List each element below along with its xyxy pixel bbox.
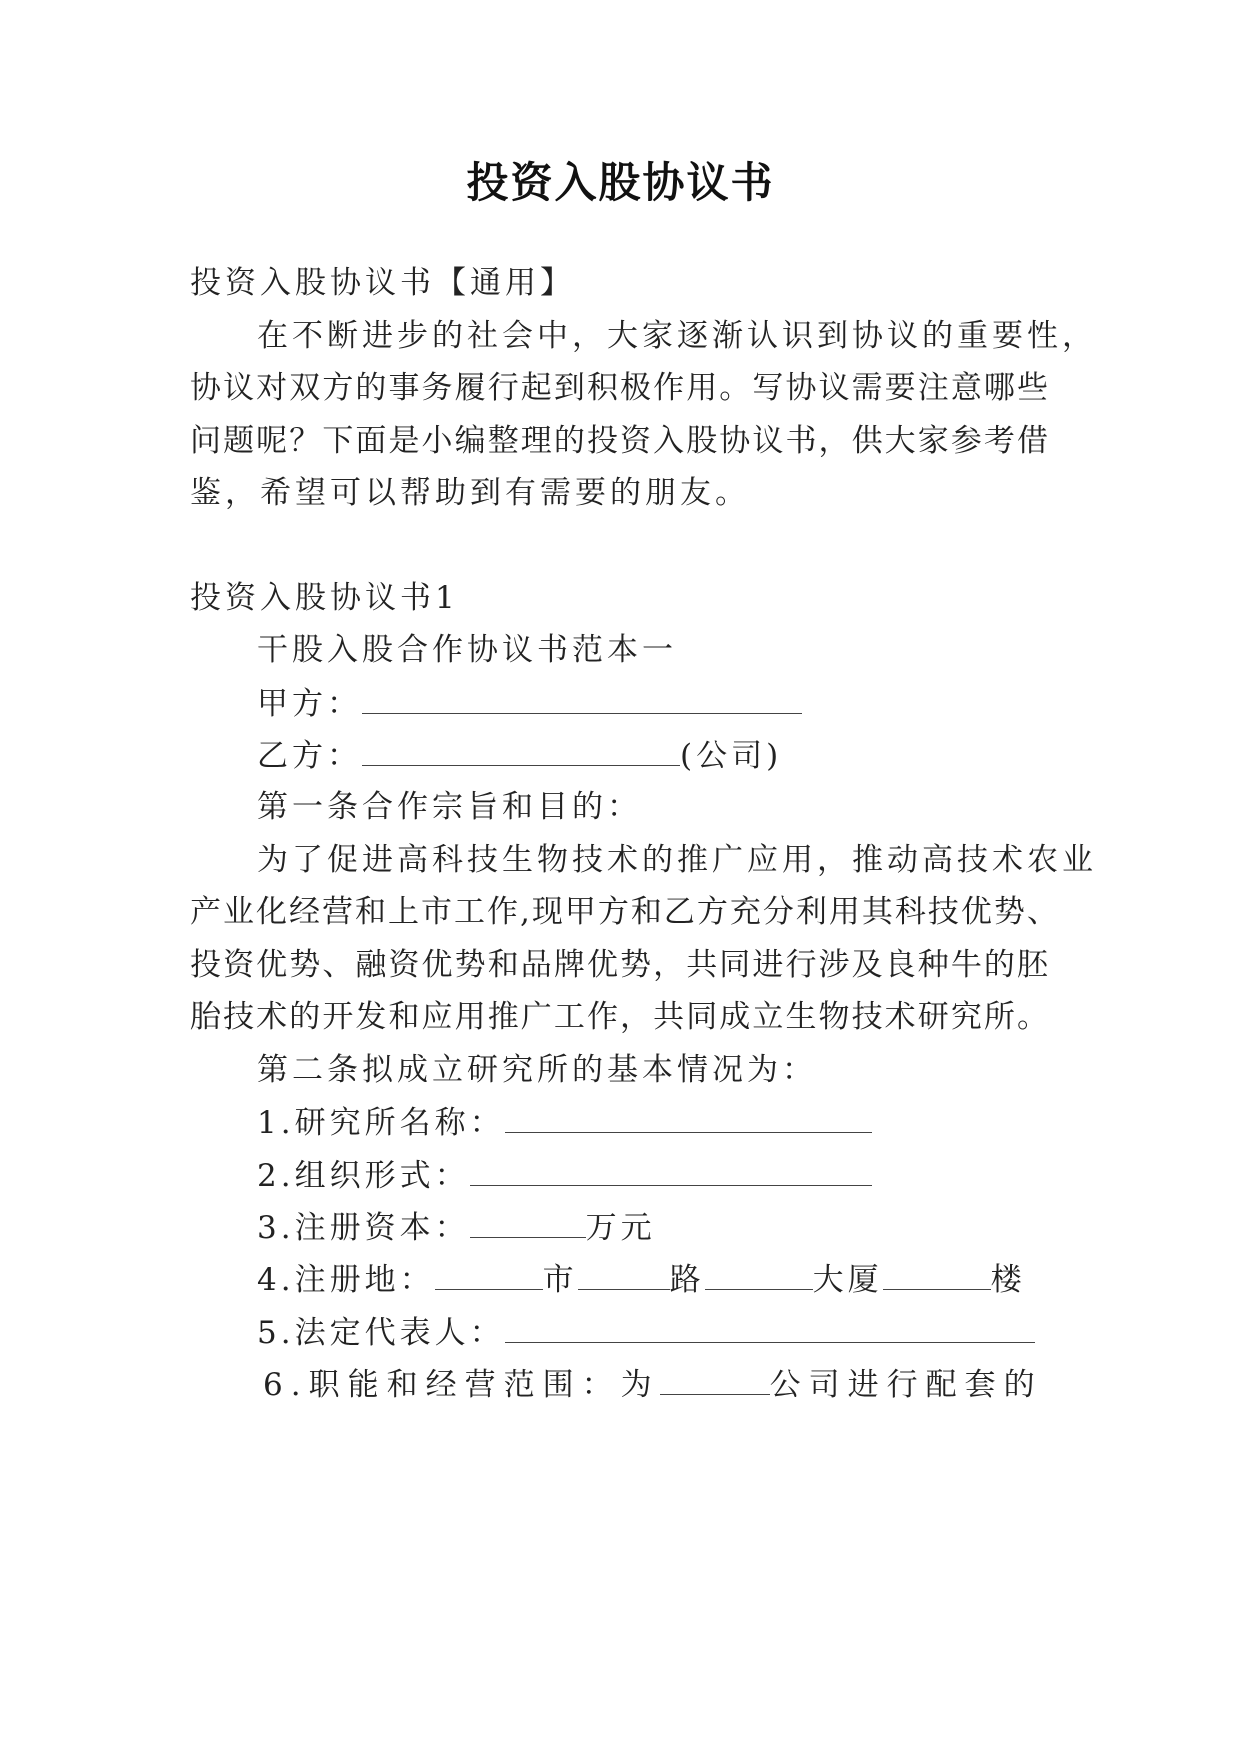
template-title: 干股入股合作协议书范本一 xyxy=(257,632,677,668)
party-a-row xyxy=(257,683,802,724)
item-1-label: 1.研究所名称： xyxy=(257,1105,505,1141)
item-4-building-blank xyxy=(705,1259,813,1290)
item-3-label: 3.注册资本： xyxy=(257,1210,470,1246)
item-6-label: 6.职能和经营范围：为 xyxy=(263,1367,660,1403)
article-1-line-3: 投资优势、融资优势和品牌优势，共同进行涉及良种牛的胚 xyxy=(190,947,1050,983)
item-2-row xyxy=(257,1155,872,1196)
article-1-line-4: 胎技术的开发和应用推广工作，共同成立生物技术研究所。 xyxy=(190,999,1050,1035)
item-2-label: 2.组织形式： xyxy=(257,1158,470,1194)
item-4-road-blank xyxy=(578,1259,670,1290)
item-4-label: 4.注册地： xyxy=(257,1262,435,1298)
item-4-city: 市 xyxy=(542,1262,578,1298)
document-title: 投资入股协议书 xyxy=(466,158,775,207)
item-4-floor: 楼 xyxy=(990,1262,1026,1298)
party-b-blank xyxy=(362,735,680,766)
intro-line-2: 协议对双方的事务履行起到积极作用。写协议需要注意哪些 xyxy=(190,370,1050,406)
item-3-blank xyxy=(470,1207,586,1238)
article-1-line-2: 产业化经营和上市工作,现甲方和乙方充分利用其科技优势、 xyxy=(190,894,1060,930)
item-4-row xyxy=(257,1259,1026,1300)
party-b-label: 乙方： xyxy=(257,738,362,774)
intro-line-3: 问题呢？下面是小编整理的投资入股协议书，供大家参考借 xyxy=(190,423,1050,459)
item-6-tail: 公司进行配套的 xyxy=(769,1367,1043,1403)
item-5-blank xyxy=(505,1312,1035,1343)
party-b-row xyxy=(257,735,782,776)
article-1-heading: 第一条合作宗旨和目的： xyxy=(257,789,642,825)
intro-line-1: 在不断进步的社会中，大家逐渐认识到协议的重要性， xyxy=(257,318,1097,354)
item-3-unit: 万元 xyxy=(585,1210,656,1246)
party-a-blank xyxy=(362,683,802,714)
article-1-line-1: 为了促进高科技生物技术的推广应用，推动高技术农业 xyxy=(257,842,1097,878)
item-6-blank xyxy=(660,1364,770,1395)
party-a-label: 甲方： xyxy=(257,686,362,722)
item-6-row xyxy=(263,1364,1043,1405)
intro-line-4: 鉴，希望可以帮助到有需要的朋友。 xyxy=(190,475,750,511)
item-2-blank xyxy=(470,1155,872,1186)
document-subtitle: 投资入股协议书【通用】 xyxy=(190,265,575,301)
item-4-road: 路 xyxy=(669,1262,705,1298)
item-4-floor-blank xyxy=(883,1259,991,1290)
section-heading: 投资入股协议书1 xyxy=(190,580,459,616)
party-b-suffix: (公司) xyxy=(680,738,783,774)
article-2-heading: 第二条拟成立研究所的基本情况为： xyxy=(257,1052,817,1088)
item-5-label: 5.法定代表人： xyxy=(257,1315,505,1351)
item-5-row xyxy=(257,1312,1035,1353)
item-4-city-blank xyxy=(435,1259,543,1290)
item-4-building: 大厦 xyxy=(812,1262,883,1298)
item-3-row xyxy=(257,1207,656,1248)
item-1-row xyxy=(257,1102,872,1143)
item-1-blank xyxy=(505,1102,872,1133)
